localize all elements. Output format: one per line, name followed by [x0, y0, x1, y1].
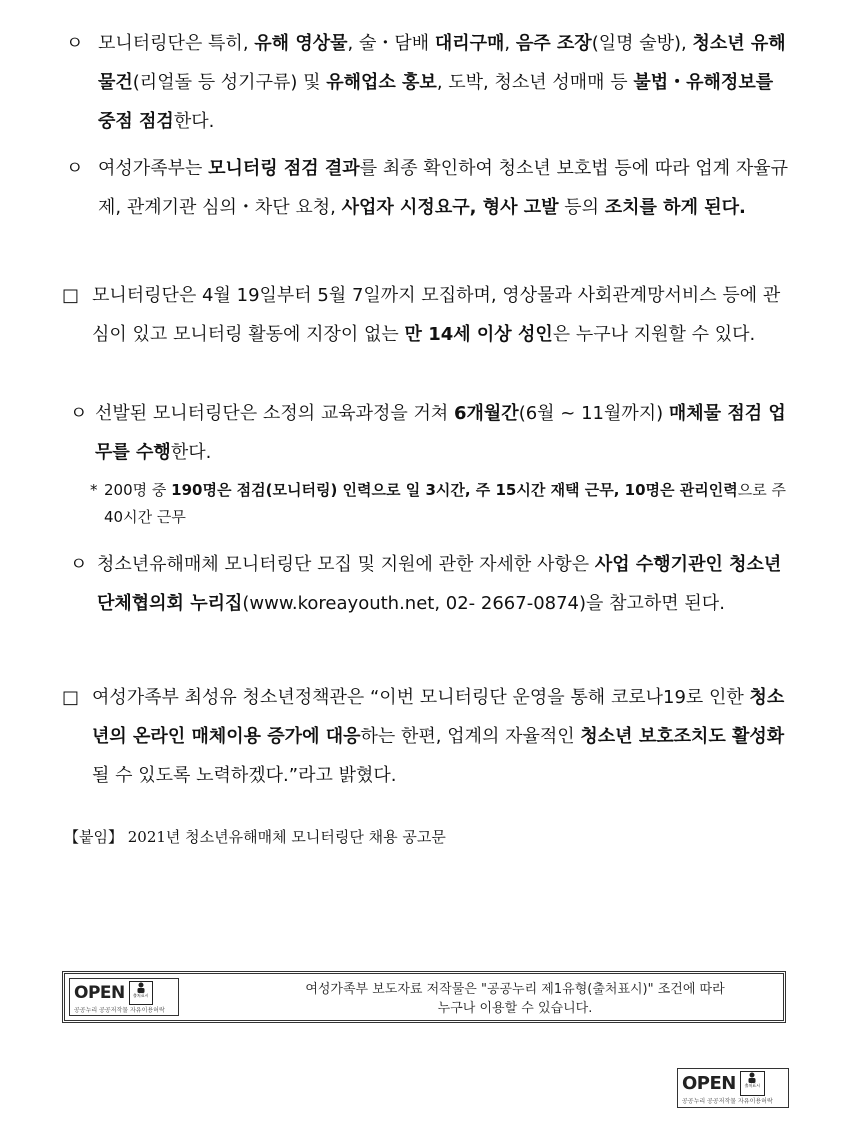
emphasis-text: 사업자 시정요구, 형사 고발 [341, 197, 559, 218]
paragraph-quote [92, 678, 790, 795]
body-text: , 술・담배 [347, 33, 435, 54]
paragraph-ministry-action [98, 149, 790, 227]
body-text: (일명 술방), [591, 33, 693, 54]
paragraph-recruitment [92, 276, 790, 354]
body-text: 한다. [170, 442, 212, 463]
body-text: 은 누구나 지원할 수 있다. [552, 324, 756, 345]
bullet-circle-marker: ㅇ [66, 158, 84, 179]
emphasis-text: 청소년 유해물건 [98, 33, 786, 93]
license-badge-label: 출처표시 [133, 993, 149, 998]
body-text: 모니터링단은 특히, [98, 33, 255, 54]
emphasis-text: 매체물 점검 업무를 수행 [95, 403, 786, 463]
bullet-circle-marker: ㅇ [66, 33, 84, 54]
body-text: 하는 한편, 업계의 자율적인 [360, 726, 581, 747]
bullet-circle-marker: ㅇ [70, 554, 88, 575]
note-staffing [104, 477, 790, 531]
emphasis-text: 6개월간 [453, 403, 519, 424]
body-text: 으로 주 40시간 근무 [104, 481, 786, 526]
emphasis-text: 유해 영상물 [254, 33, 348, 54]
bullet-circle-marker: ㅇ [70, 403, 88, 424]
emphasis-text: 대리구매 [434, 33, 505, 54]
body-text: 선발된 모니터링단은 소정의 교육과정을 거쳐 [95, 403, 454, 424]
paragraph-contact-info [97, 545, 790, 623]
body-text: (리얼돌 등 성기구류) 및 [132, 72, 327, 93]
body-text: 모니터링단은 4월 19일부터 5월 7일까지 모집하며, 영상물과 사회관계망서비스 등에 관심이 있고 모니터링 활동에 지장이 없는 [92, 285, 781, 345]
license-notice-line1: 여성가족부 보도자료 저작물은 "공공누리 제1유형(출처표시)" 조건에 따라 [305, 982, 725, 997]
open-logo-word: OPEN [74, 983, 125, 1003]
body-text: (www.koreayouth.net, 02- 2667-0874)을 참고하면 된다. [242, 593, 725, 614]
attachment-line: 【붙임】 2021년 청소년유해매체 모니터링단 채용 공고문 [64, 828, 446, 846]
body-text: 를 최종 확인하여 청소년 보호법 등에 따라 업계 자율규제, 관계기관 심의・차단 요청, [98, 158, 789, 218]
person-icon [740, 1071, 765, 1096]
open-logo-word: OPEN [682, 1073, 736, 1094]
emphasis-text: 만 14세 이상 성인 [404, 324, 553, 345]
license-notice-line2: 누구나 이용할 수 있습니다. [437, 1001, 593, 1016]
paragraph-training [95, 394, 790, 472]
open-license-logo [69, 978, 179, 1016]
emphasis-text: 청소년 보호조치도 활성화 [580, 726, 785, 747]
emphasis-text: 모니터링 점검 결과 [208, 158, 360, 179]
paragraph-monitoring-focus [98, 24, 790, 141]
body-text: , [504, 33, 516, 54]
emphasis-text: 190명은 점검(모니터링) 인력으로 일 3시간, 주 15시간 재택 근무, 10명은 관리인력 [171, 481, 738, 499]
person-icon [129, 981, 153, 1005]
body-text: 될 수 있도록 노력하겠다.”라고 밝혔다. [92, 765, 397, 786]
body-text: 청소년유해매체 모니터링단 모집 및 지원에 관한 자세한 사항은 [97, 554, 595, 575]
open-logo-subtitle: 공공누리 공공저작물 자유이용허락 [682, 1098, 773, 1105]
license-box [62, 971, 786, 1023]
license-badge-label: 출처표시 [744, 1083, 761, 1088]
body-text: 등의 [558, 197, 605, 218]
open-license-logo-corner [677, 1068, 789, 1108]
note-asterisk-marker: * [90, 481, 98, 499]
body-text: 한다. [173, 111, 215, 132]
emphasis-text: 사업 수행기관인 청소년단체협의회 누리집 [97, 554, 782, 614]
emphasis-text: 청소년의 온라인 매체이용 증가에 대응 [92, 687, 785, 747]
emphasis-text: 조치를 하게 된다. [604, 197, 746, 218]
bullet-square-marker: □ [62, 687, 80, 708]
emphasis-text: 음주 조장 [515, 33, 592, 54]
body-text: 200명 중 [104, 481, 172, 499]
license-notice [255, 980, 775, 1018]
body-text: (6월 ~ 11월까지) [518, 403, 669, 424]
body-text: 여성가족부 최성유 청소년정책관은 “이번 모니터링단 운영을 통해 코로나19로 인한 [92, 687, 750, 708]
bullet-square-marker: □ [62, 285, 80, 306]
emphasis-text: 불법・유해정보를 중점 점검 [98, 72, 774, 132]
emphasis-text: 유해업소 홍보 [326, 72, 437, 93]
open-logo-subtitle: 공공누리 공공저작물 자유이용허락 [74, 1007, 165, 1014]
body-text: , 도박, 청소년 성매매 등 [436, 72, 634, 93]
body-text: 여성가족부는 [98, 158, 209, 179]
